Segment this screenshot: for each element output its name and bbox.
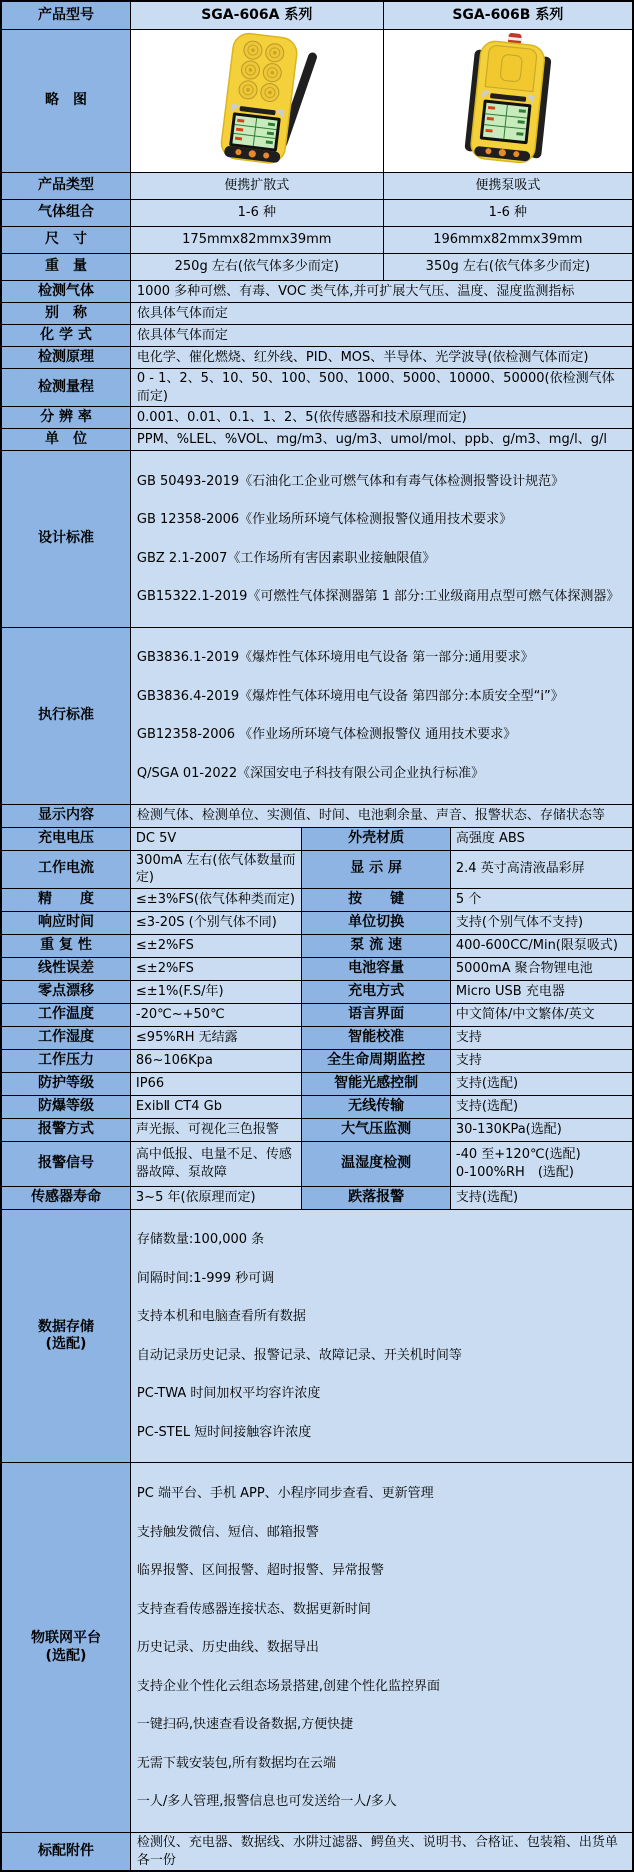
spec-label: 标配附件: [1, 1832, 130, 1871]
sga-606b-device-image: [428, 31, 588, 167]
spec-label: 检测原理: [1, 347, 130, 369]
spec-value: ≤95%RH 无结露: [130, 1026, 302, 1049]
header-series-a: SGA-606A 系列: [130, 1, 383, 30]
spec-label: 智能光感控制: [302, 1072, 450, 1095]
spec-value: 支持(选配): [450, 1095, 633, 1118]
spec-label: 报警信号: [1, 1141, 130, 1186]
spec-value-a: 便携扩散式: [130, 173, 383, 200]
standard-line: GBZ 2.1-2007《工作场所有害因素职业接触限值》: [136, 550, 436, 566]
spec-row-detection-range: [1, 369, 633, 407]
spec-value: 3~5 年(依原理而定): [130, 1186, 302, 1209]
spec-value: 2.4 英寸高清液晶彩屏: [450, 850, 633, 888]
spec-row-response-time: [1, 911, 633, 934]
spec-row-product-type: [1, 173, 633, 200]
spec-value: 5000mA 聚合物锂电池: [450, 957, 633, 980]
spec-label: 单 位: [1, 429, 130, 451]
spec-value: [130, 1463, 633, 1832]
spec-label: 传感器寿命: [1, 1186, 130, 1209]
spec-value: 电化学、催化燃烧、红外线、PID、MOS、半导体、光学波导(依检测气体而定): [130, 347, 633, 369]
spec-value-b: 便携泵吸式: [383, 173, 633, 200]
spec-value: 依具体气体而定: [130, 303, 633, 325]
spec-value: -20℃~+50℃: [130, 1003, 302, 1026]
spec-row-data-storage: [1, 1209, 633, 1463]
spec-value: 检测气体、检测单位、实测值、时间、电池剩余量、声音、报警状态、存储状态等: [130, 804, 633, 827]
sga-606a-device-image: [177, 31, 337, 167]
spec-label: 大气压监测: [302, 1118, 450, 1141]
spec-label: 别 称: [1, 303, 130, 325]
spec-label-line: (选配): [45, 1647, 87, 1664]
spec-value: ≤3-20S (个别气体不同): [130, 911, 302, 934]
spec-row-execution-standards: [1, 627, 633, 804]
spec-row-iot-platform: [1, 1463, 633, 1832]
spec-label: 检测量程: [1, 369, 130, 407]
spec-value: 0.001、0.01、0.1、1、2、5(依传感器和技术原理而定): [130, 407, 633, 429]
spec-row-design-standards: [1, 451, 633, 628]
spec-label-line: (选配): [45, 1336, 87, 1353]
iot-line: 一人/多人管理,报警信息也可发送给一人/多人: [136, 1794, 397, 1810]
spec-value: ≤±3%FS(依气体种类而定): [130, 888, 302, 911]
spec-value: DC 5V: [130, 827, 302, 850]
spec-label: 温湿度检测: [302, 1141, 450, 1186]
standard-line: GB3836.1-2019《爆炸性气体环境用电气设备 第一部分:通用要求》: [136, 650, 534, 666]
storage-line: PC-STEL 短时间接触容许浓度: [136, 1424, 312, 1440]
standard-line: GB15322.1-2019《可燃性气体探测器第 1 部分:工业级商用点型可燃气体探测器》: [136, 589, 620, 605]
spec-value: 支持(个别气体不支持): [450, 911, 633, 934]
spec-label: 工作湿度: [1, 1026, 130, 1049]
spec-row-units: [1, 429, 633, 451]
spec-value-a: 1-6 种: [130, 200, 383, 227]
spec-row-weight: [1, 254, 633, 281]
spec-value-a: 175mmx82mmx39mm: [130, 227, 383, 254]
spec-row-standard-accessories: [1, 1832, 633, 1871]
spec-value: 检测仪、充电器、数据线、水阱过滤器、鳄鱼夹、说明书、合格证、包装箱、出货单各一份: [130, 1832, 633, 1871]
spec-value: [130, 451, 633, 628]
spec-value: 高中低报、电量不足、传感器故障、泵故障: [130, 1141, 302, 1186]
storage-line: 间隔时间:1-999 秒可调: [136, 1270, 275, 1286]
spec-label: 产品类型: [1, 173, 130, 200]
spec-label: 气体组合: [1, 200, 130, 227]
standard-line: GB3836.4-2019《爆炸性气体环境用电气设备 第四部分:本质安全型“i”》: [136, 688, 564, 704]
table-header-row: [1, 1, 633, 30]
spec-value-b: 196mmx82mmx39mm: [383, 227, 633, 254]
storage-line: 支持本机和电脑查看所有数据: [136, 1309, 306, 1325]
spec-value: -40 至+120℃(选配) 0-100%RH (选配): [450, 1141, 633, 1186]
spec-label-line: 物联网平台: [30, 1630, 101, 1647]
spec-label: 按 键: [302, 888, 450, 911]
spec-value: ≤±2%FS: [130, 957, 302, 980]
spec-label-line: 数据存储: [37, 1318, 94, 1335]
iot-line: 支持企业个性化云组态场景搭建,创建个性化监控界面: [136, 1678, 441, 1694]
spec-label: 工作压力: [1, 1049, 130, 1072]
iot-line: 临界报警、区间报警、超时报警、异常报警: [136, 1563, 384, 1579]
spec-value: 依具体气体而定: [130, 325, 633, 347]
spec-row-chemical-formula: [1, 325, 633, 347]
spec-row-dimensions: [1, 227, 633, 254]
spec-row-alias: [1, 303, 633, 325]
spec-value: 高强度 ABS: [450, 827, 633, 850]
spec-label: 显 示 屏: [302, 850, 450, 888]
spec-value: 1000 多种可燃、有毒、VOC 类气体,并可扩展大气压、温度、湿度监测指标: [130, 281, 633, 303]
header-product-model-label: 产品型号: [1, 1, 130, 30]
spec-label: 报警方式: [1, 1118, 130, 1141]
spec-row-gas-combination: [1, 200, 633, 227]
spec-row-accuracy: [1, 888, 633, 911]
spec-value: 5 个: [450, 888, 633, 911]
spec-value: Micro USB 充电器: [450, 980, 633, 1003]
spec-label: [1, 1209, 130, 1463]
spec-label: 充电电压: [1, 827, 130, 850]
storage-line: 存储数量:100,000 条: [136, 1232, 265, 1248]
spec-value-b: 350g 左右(依气体多少而定): [383, 254, 633, 281]
spec-label: 响应时间: [1, 911, 130, 934]
iot-line: 支持查看传感器连接状态、数据更新时间: [136, 1601, 371, 1617]
standard-line: Q/SGA 01-2022《深国安电子科技有限公司企业执行标准》: [136, 766, 485, 782]
spec-value: 声光振、可视化三色报警: [130, 1118, 302, 1141]
spec-row-resolution: [1, 407, 633, 429]
spec-label: 语言界面: [302, 1003, 450, 1026]
iot-line: 一键扫码,快速查看设备数据,方便快捷: [136, 1717, 354, 1733]
spec-label: 防护等级: [1, 1072, 130, 1095]
spec-label: 尺 寸: [1, 227, 130, 254]
spec-label: 跌落报警: [302, 1186, 450, 1209]
spec-row-alarm-mode: [1, 1118, 633, 1141]
spec-value: 86~106Kpa: [130, 1049, 302, 1072]
spec-label: 工作温度: [1, 1003, 130, 1026]
spec-row-display-content: [1, 804, 633, 827]
spec-label: 泵 流 速: [302, 934, 450, 957]
spec-value: ≤±2%FS: [130, 934, 302, 957]
spec-value: 支持: [450, 1049, 633, 1072]
storage-line: 自动记录历史记录、报警记录、故障记录、开关机时间等: [136, 1347, 462, 1363]
spec-value: ExibⅡ CT4 Gb: [130, 1095, 302, 1118]
spec-value: 0 - 1、2、5、10、50、100、500、1000、5000、10000、50000(依检测气体而定): [130, 369, 633, 407]
spec-value: IP66: [130, 1072, 302, 1095]
spec-label: 零点漂移: [1, 980, 130, 1003]
spec-row-working-temperature: [1, 1003, 633, 1026]
spec-label: 外壳材质: [302, 827, 450, 850]
spec-value: 400-600CC/Min(限泵吸式): [450, 934, 633, 957]
spec-value-b: 1-6 种: [383, 200, 633, 227]
spec-label: 检测气体: [1, 281, 130, 303]
spec-value: ≤±1%(F.S/年): [130, 980, 302, 1003]
spec-row-working-current: [1, 850, 633, 888]
spec-row-working-pressure: [1, 1049, 633, 1072]
spec-label: 化 学 式: [1, 325, 130, 347]
spec-row-repeatability: [1, 934, 633, 957]
spec-value: [130, 627, 633, 804]
spec-label: [1, 1463, 130, 1832]
standard-line: GB 50493-2019《石油化工企业可燃气体和有毒气体检测报警设计规范》: [136, 473, 565, 489]
spec-label: 防爆等级: [1, 1095, 130, 1118]
header-series-b: SGA-606B 系列: [383, 1, 633, 30]
spec-row-alarm-signal: [1, 1141, 633, 1186]
spec-label: 显示内容: [1, 804, 130, 827]
storage-line: PC-TWA 时间加权平均容许浓度: [136, 1386, 321, 1402]
spec-label: 重 量: [1, 254, 130, 281]
spec-value-a: 250g 左右(依气体多少而定): [130, 254, 383, 281]
spec-label: 设计标准: [1, 451, 130, 628]
spec-value: 支持: [450, 1026, 633, 1049]
device-image-cell-b: [383, 30, 633, 173]
device-image-cell-a: [130, 30, 383, 173]
spec-value: 支持(选配): [450, 1072, 633, 1095]
spec-label: 线性误差: [1, 957, 130, 980]
standard-line: GB12358-2006 《作业场所环境气体检测报警仪 通用技术要求》: [136, 727, 517, 743]
spec-label: 无线传输: [302, 1095, 450, 1118]
spec-row-charging-voltage: [1, 827, 633, 850]
spec-row-sensor-life: [1, 1186, 633, 1209]
spec-label: 单位切换: [302, 911, 450, 934]
iot-line: 支持触发微信、短信、邮箱报警: [136, 1524, 319, 1540]
spec-row-detected-gas: [1, 281, 633, 303]
spec-value: [130, 1209, 633, 1463]
spec-label: 全生命周期监控: [302, 1049, 450, 1072]
spec-value: 300mA 左右(依气体数量而定): [130, 850, 302, 888]
spec-label: 重 复 性: [1, 934, 130, 957]
sketch-row: [1, 30, 633, 173]
spec-label: 电池容量: [302, 957, 450, 980]
spec-label: 智能校准: [302, 1026, 450, 1049]
sketch-label: 略 图: [1, 30, 130, 173]
standard-line: GB 12358-2006《作业场所环境气体检测报警仪通用技术要求》: [136, 512, 513, 528]
spec-value: 支持(选配): [450, 1186, 633, 1209]
spec-label: 工作电流: [1, 850, 130, 888]
spec-row-zero-drift: [1, 980, 633, 1003]
spec-row-working-humidity: [1, 1026, 633, 1049]
spec-value: 中文简体/中文繁体/英文: [450, 1003, 633, 1026]
spec-row-protection-rating: [1, 1072, 633, 1095]
spec-label: 执行标准: [1, 627, 130, 804]
iot-line: PC 端平台、手机 APP、小程序同步查看、更新管理: [136, 1486, 434, 1502]
spec-value: PPM、%LEL、%VOL、mg/m3、ug/m3、umol/mol、ppb、g/m3、mg/l、g/l: [130, 429, 633, 451]
iot-line: 无需下载安装包,所有数据均在云端: [136, 1755, 337, 1771]
spec-label: 分 辨 率: [1, 407, 130, 429]
spec-label: 精 度: [1, 888, 130, 911]
spec-row-explosion-proof-rating: [1, 1095, 633, 1118]
spec-row-linearity-error: [1, 957, 633, 980]
spec-row-detection-principle: [1, 347, 633, 369]
spec-label: 充电方式: [302, 980, 450, 1003]
spec-value: 30-130KPa(选配): [450, 1118, 633, 1141]
iot-line: 历史记录、历史曲线、数据导出: [136, 1640, 319, 1656]
